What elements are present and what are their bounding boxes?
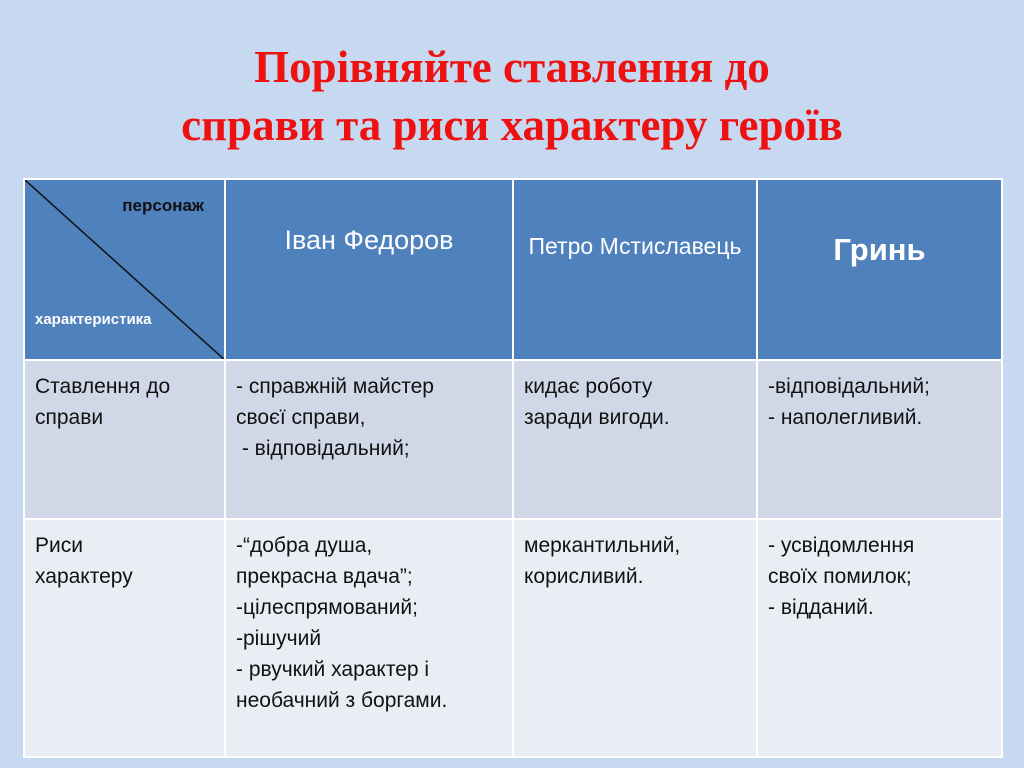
cell-line: меркантильний,: [524, 534, 681, 558]
title-line-2: справи та риси характеру героїв: [181, 100, 843, 150]
cell-line: -“добра душа,: [236, 534, 373, 558]
title-line-1: Порівняйте ставлення до: [254, 42, 770, 92]
header-label: Гринь: [833, 232, 926, 267]
cell-line: характеру: [35, 565, 133, 589]
header-label: Іван Федоров: [284, 225, 454, 255]
cell-line: -відповідальний;: [768, 375, 930, 399]
cell-line: - рвучкий характер і: [236, 658, 430, 682]
table-cell: [757, 360, 1002, 519]
row-label: [24, 519, 225, 757]
header-petro-mstyslavets: [513, 179, 757, 360]
table-cell: [225, 360, 513, 519]
table-cell: [513, 360, 757, 519]
cell-line: кидає роботу: [524, 375, 653, 399]
corner-label-character: персонаж: [122, 196, 204, 215]
table-cell: [225, 519, 513, 757]
table-row: [24, 519, 1002, 757]
cell-line: -цілеспрямований;: [236, 596, 418, 620]
table-row: [24, 360, 1002, 519]
table-header-row: [24, 179, 1002, 360]
cell-line: справи: [35, 406, 104, 430]
cell-line: - відповідальний;: [236, 437, 410, 461]
cell-line: прекрасна вдача”;: [236, 565, 413, 589]
cell-line: корисливий.: [524, 565, 644, 589]
corner-label-characteristic: характеристика: [35, 311, 152, 328]
cell-line: своїх помилок;: [768, 565, 912, 589]
corner-cell: [24, 179, 225, 360]
header-label: Петро Мстиславець: [528, 233, 742, 259]
cell-line: - наполегливий.: [768, 406, 923, 430]
cell-line: - справжній майстер: [236, 375, 434, 399]
slide-title: [0, 38, 1024, 154]
cell-line: - усвідомлення: [768, 534, 915, 558]
cell-line: Ставлення до: [35, 375, 171, 399]
cell-line: -рішучий: [236, 627, 322, 651]
row-label: [24, 360, 225, 519]
header-hryn: [757, 179, 1002, 360]
comparison-table: [23, 178, 1003, 758]
table-cell: [513, 519, 757, 757]
header-ivan-fedorov: [225, 179, 513, 360]
cell-line: необачний з боргами.: [236, 689, 448, 713]
table-cell: [757, 519, 1002, 757]
cell-line: заради вигоди.: [524, 406, 670, 430]
cell-line: Риси: [35, 534, 83, 558]
cell-line: своєї справи,: [236, 406, 366, 430]
cell-line: - відданий.: [768, 596, 874, 620]
